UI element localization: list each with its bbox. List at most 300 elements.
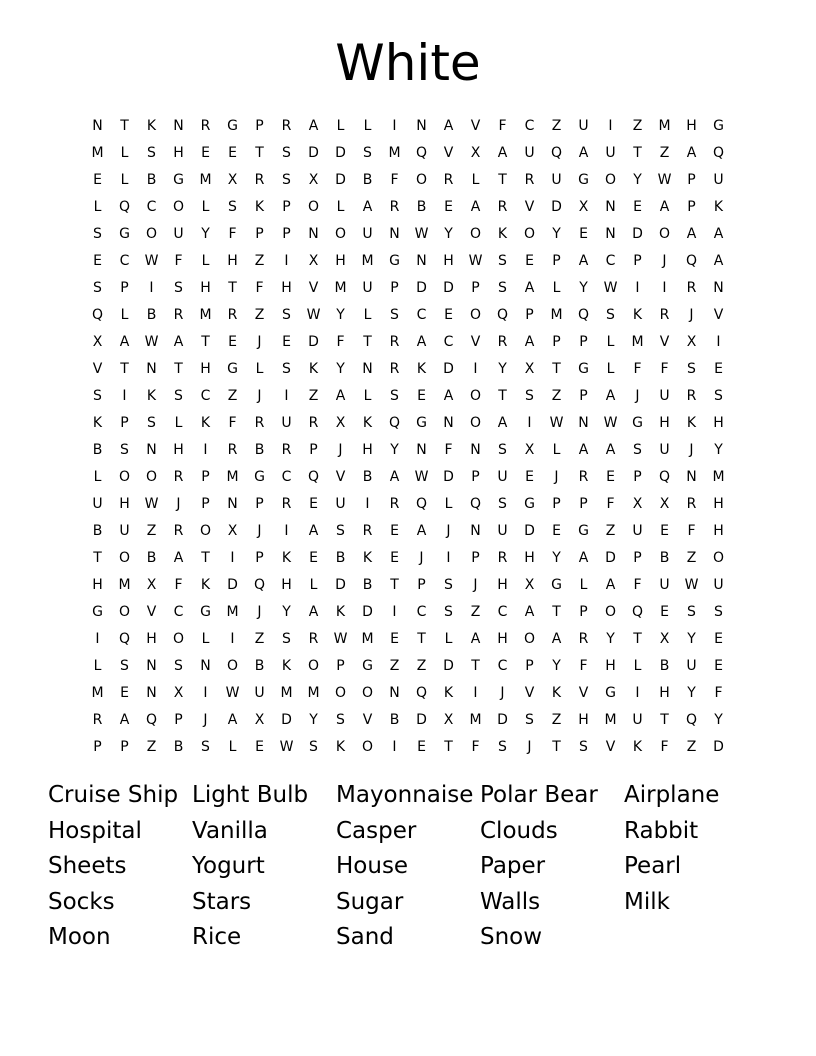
grid-letter: R	[578, 631, 589, 647]
word-list-item: Yogurt	[192, 853, 265, 879]
grid-letter: I	[122, 388, 127, 404]
grid-letter: Z	[659, 145, 670, 161]
grid-letter: W	[144, 334, 159, 350]
grid-letter: O	[334, 685, 347, 701]
grid-letter: N	[416, 253, 427, 269]
grid-letter: J	[635, 388, 640, 404]
grid-letter: Y	[498, 361, 507, 377]
grid-letter: O	[604, 604, 617, 620]
grid-letter: M	[604, 712, 617, 728]
word-list-item: Polar Bear	[480, 782, 598, 808]
grid-letter: F	[471, 739, 480, 755]
grid-letter: U	[173, 226, 184, 242]
grid-letter: O	[415, 172, 428, 188]
grid-letter: R	[686, 280, 697, 296]
grid-letter: P	[255, 496, 264, 512]
grid-letter: F	[606, 496, 615, 512]
grid-letter: I	[608, 118, 613, 134]
grid-letter: E	[444, 307, 453, 323]
grid-letter: G	[524, 496, 535, 512]
grid-letter: H	[173, 442, 184, 458]
grid-letter: T	[633, 631, 642, 647]
grid-letter: A	[470, 631, 481, 647]
grid-letter: M	[469, 712, 482, 728]
grid-letter: O	[712, 550, 725, 566]
grid-letter: I	[392, 604, 397, 620]
grid-letter: D	[335, 577, 346, 593]
grid-letter: P	[201, 496, 210, 512]
grid-letter: L	[552, 280, 561, 296]
grid-letter: G	[713, 118, 724, 134]
grid-letter: H	[713, 496, 724, 512]
grid-letter: Q	[550, 145, 563, 161]
grid-letter: R	[308, 415, 319, 431]
grid-letter: S	[147, 145, 156, 161]
grid-letter: I	[527, 415, 532, 431]
grid-letter: A	[443, 118, 454, 134]
grid-letter: E	[390, 631, 399, 647]
grid-letter: E	[552, 523, 561, 539]
grid-letter: R	[281, 442, 292, 458]
grid-letter: T	[633, 145, 642, 161]
grid-letter: D	[308, 334, 319, 350]
grid-letter: H	[443, 253, 454, 269]
grid-letter: A	[497, 145, 508, 161]
grid-letter: N	[686, 469, 697, 485]
grid-letter: H	[497, 631, 508, 647]
grid-letter: E	[417, 739, 426, 755]
grid-letter: Z	[416, 658, 427, 674]
grid-letter: B	[146, 550, 157, 566]
grid-letter: J	[689, 307, 694, 323]
grid-letter: N	[308, 226, 319, 242]
grid-letter: N	[200, 658, 211, 674]
grid-letter: P	[417, 577, 426, 593]
grid-letter: K	[281, 550, 292, 566]
grid-letter: Y	[390, 442, 399, 458]
grid-letter: T	[471, 658, 480, 674]
grid-letter: S	[93, 388, 102, 404]
grid-letter: X	[659, 631, 670, 647]
grid-letter: J	[176, 496, 181, 512]
grid-letter: Z	[686, 739, 697, 755]
grid-letter: M	[118, 577, 131, 593]
grid-letter: R	[200, 118, 211, 134]
grid-letter: R	[362, 523, 373, 539]
grid-letter: S	[282, 145, 291, 161]
word-column	[48, 778, 178, 956]
word-list-item: Sugar	[336, 888, 404, 915]
grid-letter: K	[362, 550, 373, 566]
grid-letter: E	[417, 388, 426, 404]
grid-letter: D	[632, 226, 643, 242]
grid-letter: K	[632, 739, 643, 755]
grid-letter: F	[390, 172, 399, 188]
grid-letter: I	[446, 550, 451, 566]
grid-letter: B	[92, 442, 103, 458]
grid-letter: W	[414, 469, 429, 485]
word-list-item: Stars	[192, 888, 252, 915]
word-list-item: Walls	[480, 888, 541, 915]
grid-letter: A	[308, 604, 319, 620]
grid-letter: J	[689, 442, 694, 458]
grid-letter: N	[92, 118, 103, 134]
grid-letter: M	[199, 172, 212, 188]
grid-letter: P	[579, 334, 588, 350]
grid-letter: D	[713, 739, 724, 755]
grid-letter: M	[226, 604, 239, 620]
grid-letter: I	[203, 442, 208, 458]
grid-letter: D	[443, 658, 454, 674]
grid-letter: S	[282, 307, 291, 323]
grid-letter: T	[201, 334, 210, 350]
grid-letter: W	[414, 226, 429, 242]
grid-letter: M	[388, 145, 401, 161]
grid-letter: H	[686, 118, 697, 134]
grid-letter: D	[524, 523, 535, 539]
grid-letter: E	[660, 604, 669, 620]
grid-letter: R	[173, 469, 184, 485]
grid-letter: L	[336, 199, 345, 215]
grid-letter: G	[605, 685, 616, 701]
grid-letter: F	[228, 226, 237, 242]
grid-letter: B	[146, 307, 157, 323]
grid-letter: A	[119, 712, 130, 728]
grid-letter: S	[633, 442, 642, 458]
grid-letter: L	[606, 334, 615, 350]
grid-letter: U	[659, 442, 670, 458]
grid-letter: M	[307, 685, 320, 701]
grid-letter: I	[635, 685, 640, 701]
grid-letter: V	[578, 685, 589, 701]
grid-letter: E	[444, 199, 453, 215]
grid-letter: V	[443, 145, 454, 161]
grid-letter: U	[686, 658, 697, 674]
word-list-item: House	[336, 853, 409, 879]
grid-letter: Y	[552, 658, 561, 674]
grid-letter: E	[309, 496, 318, 512]
grid-letter: Y	[687, 685, 696, 701]
letter-grid	[84, 113, 734, 761]
grid-letter: G	[551, 577, 562, 593]
grid-letter: E	[606, 469, 615, 485]
grid-letter: Q	[658, 469, 671, 485]
grid-letter: H	[713, 415, 724, 431]
grid-letter: I	[203, 685, 208, 701]
grid-letter: A	[173, 550, 184, 566]
grid-letter: B	[362, 577, 373, 593]
grid-letter: U	[119, 523, 130, 539]
grid-letter: L	[444, 631, 453, 647]
grid-letter: O	[469, 307, 482, 323]
grid-letter: A	[686, 226, 697, 242]
grid-letter: M	[550, 307, 563, 323]
grid-letter: X	[227, 523, 238, 539]
grid-letter: A	[686, 145, 697, 161]
grid-letter: N	[389, 226, 400, 242]
grid-letter: D	[335, 172, 346, 188]
grid-letter: C	[281, 469, 292, 485]
grid-letter: L	[336, 118, 345, 134]
grid-letter: A	[578, 145, 589, 161]
grid-letter: U	[362, 280, 373, 296]
grid-letter: H	[659, 685, 670, 701]
grid-letter: E	[714, 658, 723, 674]
grid-letter: Y	[633, 172, 642, 188]
grid-letter: L	[201, 253, 210, 269]
grid-letter: S	[579, 739, 588, 755]
grid-letter: L	[633, 658, 642, 674]
grid-letter: X	[524, 442, 535, 458]
grid-row	[84, 491, 734, 518]
grid-row	[84, 329, 734, 356]
grid-letter: Z	[389, 658, 400, 674]
grid-letter: A	[524, 280, 535, 296]
grid-letter: V	[605, 739, 616, 755]
grid-letter: G	[227, 361, 238, 377]
grid-letter: X	[632, 496, 643, 512]
word-column	[624, 778, 719, 920]
grid-letter: U	[92, 496, 103, 512]
grid-letter: E	[120, 685, 129, 701]
grid-letter: I	[392, 739, 397, 755]
grid-letter: E	[282, 334, 291, 350]
grid-letter: S	[174, 658, 183, 674]
grid-letter: A	[713, 226, 724, 242]
word-list-item: Hospital	[48, 817, 142, 844]
grid-letter: X	[173, 685, 184, 701]
grid-letter: N	[443, 415, 454, 431]
grid-letter: D	[605, 550, 616, 566]
grid-letter: U	[551, 172, 562, 188]
grid-letter: I	[149, 280, 154, 296]
grid-letter: X	[308, 172, 319, 188]
grid-letter: P	[93, 739, 102, 755]
grid-letter: T	[390, 577, 399, 593]
grid-row	[84, 140, 734, 167]
grid-letter: V	[713, 307, 724, 323]
grid-letter: G	[578, 361, 589, 377]
grid-letter: S	[444, 604, 453, 620]
grid-letter: A	[389, 469, 400, 485]
grid-letter: S	[93, 226, 102, 242]
grid-letter: Q	[91, 307, 104, 323]
grid-letter: H	[497, 577, 508, 593]
grid-letter: S	[309, 739, 318, 755]
grid-letter: H	[146, 631, 157, 647]
grid-row	[84, 275, 734, 302]
grid-letter: I	[473, 361, 478, 377]
grid-letter: W	[657, 172, 672, 188]
grid-letter: L	[93, 469, 102, 485]
grid-letter: R	[308, 631, 319, 647]
grid-letter: Y	[714, 712, 723, 728]
grid-letter: Z	[470, 604, 481, 620]
grid-letter: L	[201, 631, 210, 647]
grid-letter: Y	[579, 280, 588, 296]
grid-letter: L	[471, 172, 480, 188]
grid-letter: I	[284, 253, 289, 269]
word-list-item: Vanilla	[192, 817, 268, 844]
grid-letter: D	[416, 280, 427, 296]
grid-letter: Y	[201, 226, 210, 242]
grid-letter: N	[146, 442, 157, 458]
grid-letter: C	[173, 604, 184, 620]
word-column	[336, 778, 473, 956]
grid-letter: Z	[254, 631, 265, 647]
grid-letter: K	[686, 415, 697, 431]
word-list-item: Cruise Ship	[48, 782, 179, 808]
grid-letter: T	[120, 361, 129, 377]
grid-letter: J	[500, 685, 505, 701]
grid-letter: Q	[415, 145, 428, 161]
grid-letter: H	[173, 145, 184, 161]
grid-letter: T	[120, 118, 129, 134]
grid-letter: V	[335, 469, 346, 485]
grid-letter: U	[659, 577, 670, 593]
grid-letter: E	[228, 334, 237, 350]
grid-letter: R	[173, 307, 184, 323]
grid-letter: R	[497, 550, 508, 566]
grid-letter: D	[443, 361, 454, 377]
grid-letter: A	[578, 550, 589, 566]
grid-letter: R	[497, 334, 508, 350]
word-list-item: Moon	[48, 924, 111, 950]
grid-letter: S	[282, 172, 291, 188]
grid-letter: S	[525, 388, 534, 404]
grid-letter: S	[498, 739, 507, 755]
grid-letter: P	[336, 658, 345, 674]
grid-letter: U	[713, 577, 724, 593]
grid-letter: L	[228, 739, 237, 755]
grid-letter: S	[93, 280, 102, 296]
grid-letter: B	[362, 469, 373, 485]
grid-letter: N	[713, 280, 724, 296]
grid-letter: J	[662, 253, 667, 269]
grid-letter: Z	[254, 307, 265, 323]
grid-letter: F	[255, 280, 264, 296]
grid-letter: F	[228, 415, 237, 431]
grid-letter: A	[227, 712, 238, 728]
grid-letter: J	[257, 523, 262, 539]
grid-letter: M	[91, 685, 104, 701]
grid-letter: S	[390, 307, 399, 323]
grid-letter: V	[524, 685, 535, 701]
grid-letter: A	[119, 334, 130, 350]
grid-letter: E	[93, 253, 102, 269]
grid-letter: K	[497, 226, 508, 242]
grid-row	[84, 572, 734, 599]
grid-letter: R	[686, 388, 697, 404]
grid-letter: L	[120, 145, 129, 161]
grid-letter: Z	[146, 739, 157, 755]
grid-letter: S	[363, 145, 372, 161]
grid-letter: W	[144, 496, 159, 512]
grid-letter: C	[119, 253, 130, 269]
grid-letter: S	[687, 604, 696, 620]
grid-letter: K	[146, 118, 157, 134]
grid-letter: U	[659, 388, 670, 404]
grid-letter: F	[633, 577, 642, 593]
grid-letter: E	[714, 361, 723, 377]
grid-letter: O	[118, 604, 131, 620]
grid-letter: W	[225, 685, 240, 701]
grid-letter: O	[469, 415, 482, 431]
grid-letter: Q	[685, 712, 698, 728]
grid-letter: C	[524, 118, 535, 134]
grid-letter: A	[578, 253, 589, 269]
grid-letter: T	[228, 280, 237, 296]
grid-letter: V	[92, 361, 103, 377]
grid-letter: V	[470, 118, 481, 134]
grid-letter: N	[389, 685, 400, 701]
grid-letter: Q	[631, 604, 644, 620]
grid-letter: P	[579, 496, 588, 512]
grid-letter: J	[203, 712, 208, 728]
grid-letter: O	[118, 550, 131, 566]
grid-letter: A	[416, 523, 427, 539]
grid-letter: I	[230, 550, 235, 566]
grid-letter: B	[659, 658, 670, 674]
grid-letter: C	[497, 658, 508, 674]
grid-letter: K	[92, 415, 103, 431]
grid-letter: R	[686, 496, 697, 512]
grid-letter: Y	[336, 361, 345, 377]
grid-letter: K	[335, 604, 346, 620]
grid-letter: A	[497, 415, 508, 431]
grid-letter: Q	[496, 307, 509, 323]
word-list-item: Socks	[48, 888, 115, 915]
grid-letter: O	[118, 469, 131, 485]
grid-row	[84, 167, 734, 194]
grid-row	[84, 356, 734, 383]
grid-letter: V	[362, 712, 373, 728]
grid-letter: Q	[685, 253, 698, 269]
grid-letter: K	[146, 388, 157, 404]
grid-letter: X	[308, 253, 319, 269]
grid-letter: B	[173, 739, 184, 755]
grid-letter: E	[390, 550, 399, 566]
grid-letter: P	[633, 550, 642, 566]
grid-letter: R	[497, 199, 508, 215]
grid-letter: S	[336, 712, 345, 728]
grid-letter: J	[257, 604, 262, 620]
grid-letter: X	[254, 712, 265, 728]
grid-letter: R	[578, 469, 589, 485]
grid-letter: E	[309, 550, 318, 566]
grid-letter: Z	[146, 523, 157, 539]
grid-letter: J	[257, 334, 262, 350]
grid-letter: L	[363, 388, 372, 404]
grid-letter: S	[444, 577, 453, 593]
grid-letter: D	[443, 280, 454, 296]
grid-letter: F	[687, 523, 696, 539]
grid-letter: S	[282, 361, 291, 377]
word-list-item: Rice	[192, 924, 242, 950]
grid-row	[84, 599, 734, 626]
grid-letter: Z	[308, 388, 319, 404]
grid-letter: D	[335, 145, 346, 161]
grid-letter: H	[119, 496, 130, 512]
grid-letter: G	[254, 469, 265, 485]
grid-letter: Y	[309, 712, 318, 728]
grid-letter: X	[686, 334, 697, 350]
grid-letter: L	[363, 307, 372, 323]
grid-letter: B	[416, 199, 427, 215]
grid-letter: R	[659, 307, 670, 323]
grid-letter: I	[230, 631, 235, 647]
grid-letter: F	[660, 361, 669, 377]
